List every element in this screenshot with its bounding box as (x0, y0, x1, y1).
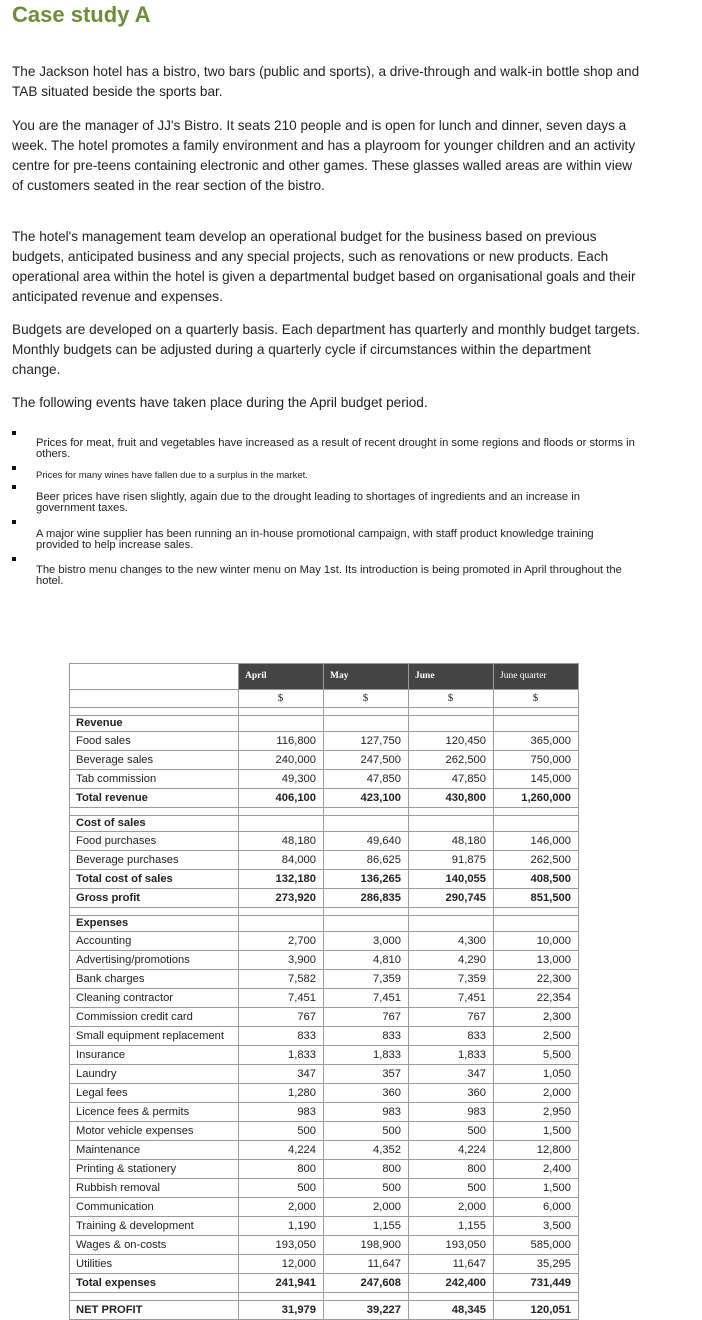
row-value: 120,051 (494, 1301, 579, 1320)
bullet-marker (12, 431, 16, 435)
row-value: 4,300 (409, 932, 494, 951)
spacer-row (70, 908, 579, 916)
spacer-row (70, 808, 579, 816)
row-value: 7,451 (409, 989, 494, 1008)
row-label: Gross profit (70, 889, 239, 908)
row-value: 983 (239, 1103, 324, 1122)
row-value: 49,300 (239, 770, 324, 789)
row-value: 193,050 (409, 1236, 494, 1255)
spacer-row (70, 1293, 579, 1301)
table-row (70, 1027, 579, 1046)
row-value: 851,500 (494, 889, 579, 908)
intro-paragraph: The Jackson hotel has a bistro, two bars (public and sports), a drive-through and walk-in bottle shop and TAB situated beside the sports bar. (12, 64, 640, 99)
section-heading: Expenses (70, 916, 239, 932)
budget-team-paragraph: The hotel's management team develop an operational budget for the business based on previous budgets, anticipated business and any special projects, such as renovations or new products. Each operational area within the hotel is given a departmental budget based on organisational goals and their anticipated revenue and expenses. (12, 229, 636, 304)
events-intro-paragraph: The following events have taken place during the April budget period. (12, 395, 428, 410)
table-row (70, 1046, 579, 1065)
row-value: 262,500 (409, 751, 494, 770)
table-row (70, 851, 579, 870)
row-label: Total expenses (70, 1274, 239, 1293)
row-value: 800 (409, 1160, 494, 1179)
row-value: 833 (239, 1027, 324, 1046)
row-value: 983 (409, 1103, 494, 1122)
row-value: 286,835 (324, 889, 409, 908)
row-value: 500 (239, 1179, 324, 1198)
row-value: 1,050 (494, 1065, 579, 1084)
row-value: 1,260,000 (494, 789, 579, 808)
row-value: 1,833 (409, 1046, 494, 1065)
row-value: 47,850 (409, 770, 494, 789)
currency-label: $ (324, 690, 409, 708)
row-label: Tab commission (70, 770, 239, 789)
row-value: 767 (239, 1008, 324, 1027)
row-value: 347 (239, 1065, 324, 1084)
row-value: 500 (324, 1179, 409, 1198)
table-row (70, 1122, 579, 1141)
row-value: 242,400 (409, 1274, 494, 1293)
row-label: Communication (70, 1198, 239, 1217)
row-value: 140,055 (409, 870, 494, 889)
row-value: 132,180 (239, 870, 324, 889)
row-value: 406,100 (239, 789, 324, 808)
currency-row (70, 690, 579, 708)
row-value: 4,224 (239, 1141, 324, 1160)
row-value: 49,640 (324, 832, 409, 851)
row-value: 1,833 (324, 1046, 409, 1065)
list-item: Prices for meat, fruit and vegetables have increased as a result of recent drought in some regions and floods or storms in others. (36, 437, 635, 460)
row-value: 500 (239, 1122, 324, 1141)
row-value: 48,180 (409, 832, 494, 851)
row-label: Insurance (70, 1046, 239, 1065)
budget-table (69, 663, 579, 1320)
row-label: Training & development (70, 1217, 239, 1236)
row-value: 247,608 (324, 1274, 409, 1293)
row-value: 11,647 (409, 1255, 494, 1274)
table-row (70, 951, 579, 970)
row-value: 500 (324, 1122, 409, 1141)
row-value: 240,000 (239, 751, 324, 770)
row-value: 7,359 (409, 970, 494, 989)
gross-profit-row (70, 889, 579, 908)
table-row (70, 1160, 579, 1179)
row-value: 7,359 (324, 970, 409, 989)
row-value: 365,000 (494, 732, 579, 751)
row-value: 1,833 (239, 1046, 324, 1065)
bullet-marker (12, 466, 16, 470)
row-label: Printing & stationery (70, 1160, 239, 1179)
row-value: 262,500 (494, 851, 579, 870)
bullet-marker (12, 557, 16, 561)
bullet-marker (12, 485, 16, 489)
list-item: The bistro menu changes to the new winter menu on May 1st. Its introduction is being promoted in April throughout the hotel. (36, 564, 622, 587)
row-value: 120,450 (409, 732, 494, 751)
row-value: 1,500 (494, 1179, 579, 1198)
section-heading: Revenue (70, 716, 239, 732)
row-value: 731,449 (494, 1274, 579, 1293)
total-row (70, 870, 579, 889)
row-value: 136,265 (324, 870, 409, 889)
row-value: 2,300 (494, 1008, 579, 1027)
row-value: 4,224 (409, 1141, 494, 1160)
row-value: 3,500 (494, 1217, 579, 1236)
currency-label: $ (494, 690, 579, 708)
row-value: 3,000 (324, 932, 409, 951)
row-value: 4,352 (324, 1141, 409, 1160)
row-label: Wages & on-costs (70, 1236, 239, 1255)
section-heading-row (70, 816, 579, 832)
row-value: 2,950 (494, 1103, 579, 1122)
row-value: 347 (409, 1065, 494, 1084)
row-label: Total cost of sales (70, 870, 239, 889)
row-value: 145,000 (494, 770, 579, 789)
row-label: Bank charges (70, 970, 239, 989)
row-value: 290,745 (409, 889, 494, 908)
row-value: 423,100 (324, 789, 409, 808)
list-item: A major wine supplier has been running an in-house promotional campaign, with staff product knowledge training provided to help increase sales. (36, 528, 594, 551)
row-value: 4,810 (324, 951, 409, 970)
row-value: 2,000 (409, 1198, 494, 1217)
table-row (70, 751, 579, 770)
row-value: 430,800 (409, 789, 494, 808)
row-value: 2,000 (494, 1084, 579, 1103)
row-value: 193,050 (239, 1236, 324, 1255)
row-value: 1,155 (324, 1217, 409, 1236)
quarterly-paragraph: Budgets are developed on a quarterly basis. Each department has quarterly and monthly budget targets. Monthly budgets can be adjusted during a quarterly cycle if circumstances within the department change. (12, 322, 640, 377)
row-value: 767 (409, 1008, 494, 1027)
row-label: Motor vehicle expenses (70, 1122, 239, 1141)
row-value: 500 (409, 1122, 494, 1141)
row-value: 7,582 (239, 970, 324, 989)
row-label: Commission credit card (70, 1008, 239, 1027)
row-label: Accounting (70, 932, 239, 951)
section-heading-row (70, 916, 579, 932)
row-value: 22,354 (494, 989, 579, 1008)
table-row (70, 1084, 579, 1103)
row-label: Legal fees (70, 1084, 239, 1103)
row-label: Licence fees & permits (70, 1103, 239, 1122)
page-title: Case study A (12, 2, 151, 27)
table-row (70, 832, 579, 851)
row-value: 84,000 (239, 851, 324, 870)
row-value: 4,290 (409, 951, 494, 970)
row-value: 12,800 (494, 1141, 579, 1160)
column-header: June (409, 664, 494, 690)
row-value: 408,500 (494, 870, 579, 889)
row-value: 800 (239, 1160, 324, 1179)
column-header: June quarter (494, 664, 579, 690)
total-row (70, 1274, 579, 1293)
row-label: Advertising/promotions (70, 951, 239, 970)
row-value: 1,500 (494, 1122, 579, 1141)
row-value: 86,625 (324, 851, 409, 870)
row-value: 116,800 (239, 732, 324, 751)
row-value: 12,000 (239, 1255, 324, 1274)
row-value: 750,000 (494, 751, 579, 770)
table-row (70, 1255, 579, 1274)
row-label: Maintenance (70, 1141, 239, 1160)
row-value: 39,227 (324, 1301, 409, 1320)
row-value: 585,000 (494, 1236, 579, 1255)
row-value: 35,295 (494, 1255, 579, 1274)
table-row (70, 1179, 579, 1198)
total-row (70, 789, 579, 808)
row-label: NET PROFIT (70, 1301, 239, 1320)
row-label: Utilities (70, 1255, 239, 1274)
row-value: 47,850 (324, 770, 409, 789)
row-value: 833 (409, 1027, 494, 1046)
row-value: 31,979 (239, 1301, 324, 1320)
row-value: 2,500 (494, 1027, 579, 1046)
currency-label: $ (239, 690, 324, 708)
table-row (70, 1141, 579, 1160)
row-value: 22,300 (494, 970, 579, 989)
section-heading: Cost of sales (70, 816, 239, 832)
row-value: 273,920 (239, 889, 324, 908)
row-label: Food purchases (70, 832, 239, 851)
table-header-row (70, 664, 579, 690)
row-label: Beverage purchases (70, 851, 239, 870)
row-value: 247,500 (324, 751, 409, 770)
row-value: 10,000 (494, 932, 579, 951)
row-value: 360 (409, 1084, 494, 1103)
table-row (70, 1103, 579, 1122)
table-row (70, 1198, 579, 1217)
currency-label: $ (409, 690, 494, 708)
row-value: 127,750 (324, 732, 409, 751)
row-value: 5,500 (494, 1046, 579, 1065)
section-heading-row (70, 716, 579, 732)
table-row (70, 732, 579, 751)
table-row (70, 1217, 579, 1236)
list-item: Prices for many wines have fallen due to a surplus in the market. (36, 470, 308, 481)
row-label: Food sales (70, 732, 239, 751)
table-row (70, 989, 579, 1008)
list-item: Beer prices have risen slightly, again due to the drought leading to shortages of ingredients and an increase in government taxes. (36, 491, 580, 514)
row-value: 800 (324, 1160, 409, 1179)
row-value: 833 (324, 1027, 409, 1046)
row-value: 13,000 (494, 951, 579, 970)
table-row (70, 932, 579, 951)
manager-paragraph: You are the manager of JJ's Bistro. It seats 210 people and is open for lunch and dinner, seven days a week. The hotel promotes a family environment and has a playroom for younger children and an activity centre for pre-teens containing electronic and other games. These glasses walled areas are within view of customers seated in the rear section of the bistro. (12, 118, 636, 193)
table-row (70, 1008, 579, 1027)
row-value: 146,000 (494, 832, 579, 851)
row-label: Small equipment replacement (70, 1027, 239, 1046)
row-value: 7,451 (239, 989, 324, 1008)
row-value: 2,000 (324, 1198, 409, 1217)
row-value: 767 (324, 1008, 409, 1027)
row-value: 198,900 (324, 1236, 409, 1255)
row-label: Rubbish removal (70, 1179, 239, 1198)
row-value: 1,280 (239, 1084, 324, 1103)
table-row (70, 970, 579, 989)
column-header: April (239, 664, 324, 690)
row-value: 2,700 (239, 932, 324, 951)
table-row (70, 1065, 579, 1084)
row-label: Total revenue (70, 789, 239, 808)
net-profit-row (70, 1301, 579, 1320)
row-label: Cleaning contractor (70, 989, 239, 1008)
row-value: 360 (324, 1084, 409, 1103)
row-value: 1,155 (409, 1217, 494, 1236)
table-row (70, 770, 579, 789)
table-row (70, 1236, 579, 1255)
column-header: May (324, 664, 409, 690)
row-value: 3,900 (239, 951, 324, 970)
spacer-row (70, 708, 579, 716)
row-value: 2,000 (239, 1198, 324, 1217)
row-value: 91,875 (409, 851, 494, 870)
bullet-marker (12, 520, 16, 524)
row-value: 7,451 (324, 989, 409, 1008)
row-value: 1,190 (239, 1217, 324, 1236)
row-value: 6,000 (494, 1198, 579, 1217)
row-value: 500 (409, 1179, 494, 1198)
row-value: 2,400 (494, 1160, 579, 1179)
row-value: 48,180 (239, 832, 324, 851)
row-value: 241,941 (239, 1274, 324, 1293)
row-label: Beverage sales (70, 751, 239, 770)
row-value: 983 (324, 1103, 409, 1122)
row-value: 11,647 (324, 1255, 409, 1274)
row-value: 357 (324, 1065, 409, 1084)
row-label: Laundry (70, 1065, 239, 1084)
row-value: 48,345 (409, 1301, 494, 1320)
